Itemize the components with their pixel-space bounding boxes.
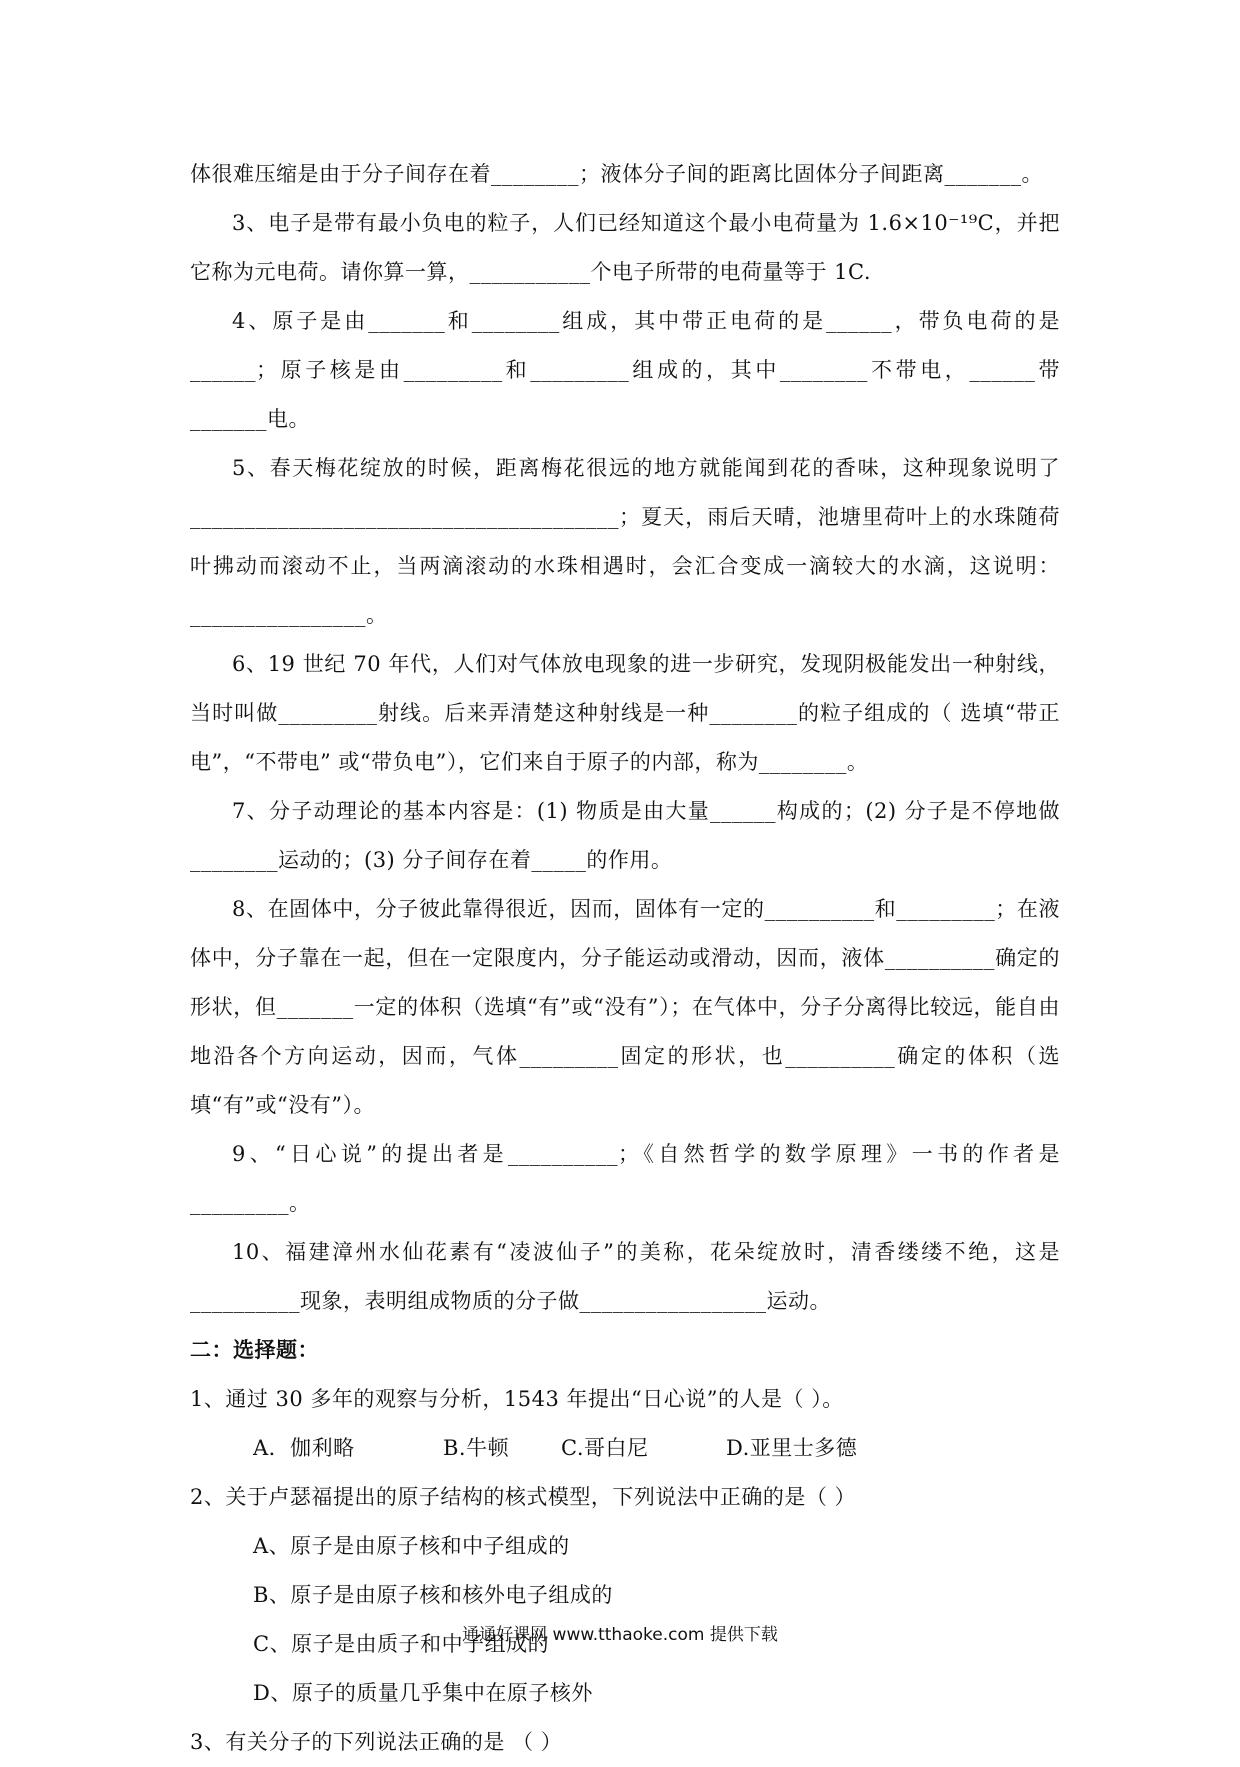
- question-5: 5、春天梅花绽放的时候，距离梅花很远的地方就能闻到花的香味，这种现象说明了_______________________________________；夏天，雨后天晴，池塘里荷叶上的水珠随荷叶拂动而滚动不止，当两滴滚动的水珠相遇时，会汇合变成一滴较大的水滴，这说明：________________。: [190, 456, 1060, 627]
- question-9: 9、“日心说”的提出者是__________；《自然哲学的数学原理》一书的作者是_________。: [190, 1142, 1060, 1215]
- mc-question-1-option-b: B.牛顿: [443, 1436, 510, 1460]
- worksheet-page: [190, 150, 1060, 1767]
- mc-question-1-option-a: A．伽利略: [253, 1436, 355, 1460]
- question-6: 6、19 世纪 70 年代，人们对气体放电现象的进一步研究，发现阴极能发出一种射线，当时叫做_________射线。后来弄清楚这种射线是一种________的粒子组成的（ 选填“带正电”，“不带电” 或“带负电”），它们来自于原子的内部，称为________。: [190, 652, 1060, 774]
- question-10: 10、福建漳州水仙花素有“凌波仙子”的美称，花朵绽放时，清香缕缕不绝，这是__________现象，表明组成物质的分子做_________________运动。: [190, 1240, 1060, 1313]
- mc-question-2-option-d: D、原子的质量几乎集中在原子核外: [253, 1681, 593, 1705]
- mc-question-1-option-d: D.亚里士多德: [726, 1436, 858, 1460]
- mc-question-1-stem: 1、通过 30 多年的观察与分析，1543 年提出“日心说”的人是（ ）。: [190, 1387, 844, 1411]
- mc-question-2-option-c: C、原子是由质子和中子组成的: [253, 1632, 550, 1656]
- question-2-continuation: 体很难压缩是由于分子间存在着________；液体分子间的距离比固体分子间距离_______。: [190, 162, 1043, 186]
- page-footer: 通通好课网 www.tthaoke.com 提供下载: [462, 1625, 778, 1645]
- mc-question-3-stem: 3、有关分子的下列说法正确的是 （ ）: [190, 1730, 563, 1754]
- mc-question-2-option-a: A、原子是由原子核和中子组成的: [253, 1534, 570, 1558]
- mc-question-2-option-b: B、原子是由原子核和核外电子组成的: [253, 1583, 613, 1607]
- mc-question-1-options: [190, 1424, 1060, 1473]
- question-7: 7、分子动理论的基本内容是：(1) 物质是由大量______构成的；(2) 分子是不停地做________运动的；(3) 分子间存在着_____的作用。: [190, 799, 1060, 872]
- question-8: 8、在固体中，分子彼此靠得很近，因而，固体有一定的__________和_________；在液体中，分子靠在一起，但在一定限度内，分子能运动或滑动，因而，液体__________确定的形状，但_______一定的体积（选填“有”或“没有”）；在气体中，分子分离得比较远，能自由地沿各个方向运动，因而，气体_________固定的形状，也__________确定的体积（选填“有”或“没有”）。: [190, 897, 1060, 1117]
- question-3: 3、电子是带有最小负电的粒子，人们已经知道这个最小电荷量为 1.6×10⁻¹⁹C，并把它称为元电荷。请你算一算，___________个电子所带的电荷量等于 1C.: [190, 211, 1060, 284]
- section-title-multiple-choice: 二：选择题：: [190, 1338, 319, 1362]
- mc-question-2-stem: 2、关于卢瑟福提出的原子结构的核式模型，下列说法中正确的是（ ）: [190, 1485, 857, 1509]
- mc-question-1-option-c: C.哥白尼: [561, 1436, 649, 1460]
- question-4: 4、原子是由_______和________组成，其中带正电荷的是______，带负电荷的是______；原子核是由_________和_________组成的，其中________不带电，______带_______电。: [190, 309, 1060, 431]
